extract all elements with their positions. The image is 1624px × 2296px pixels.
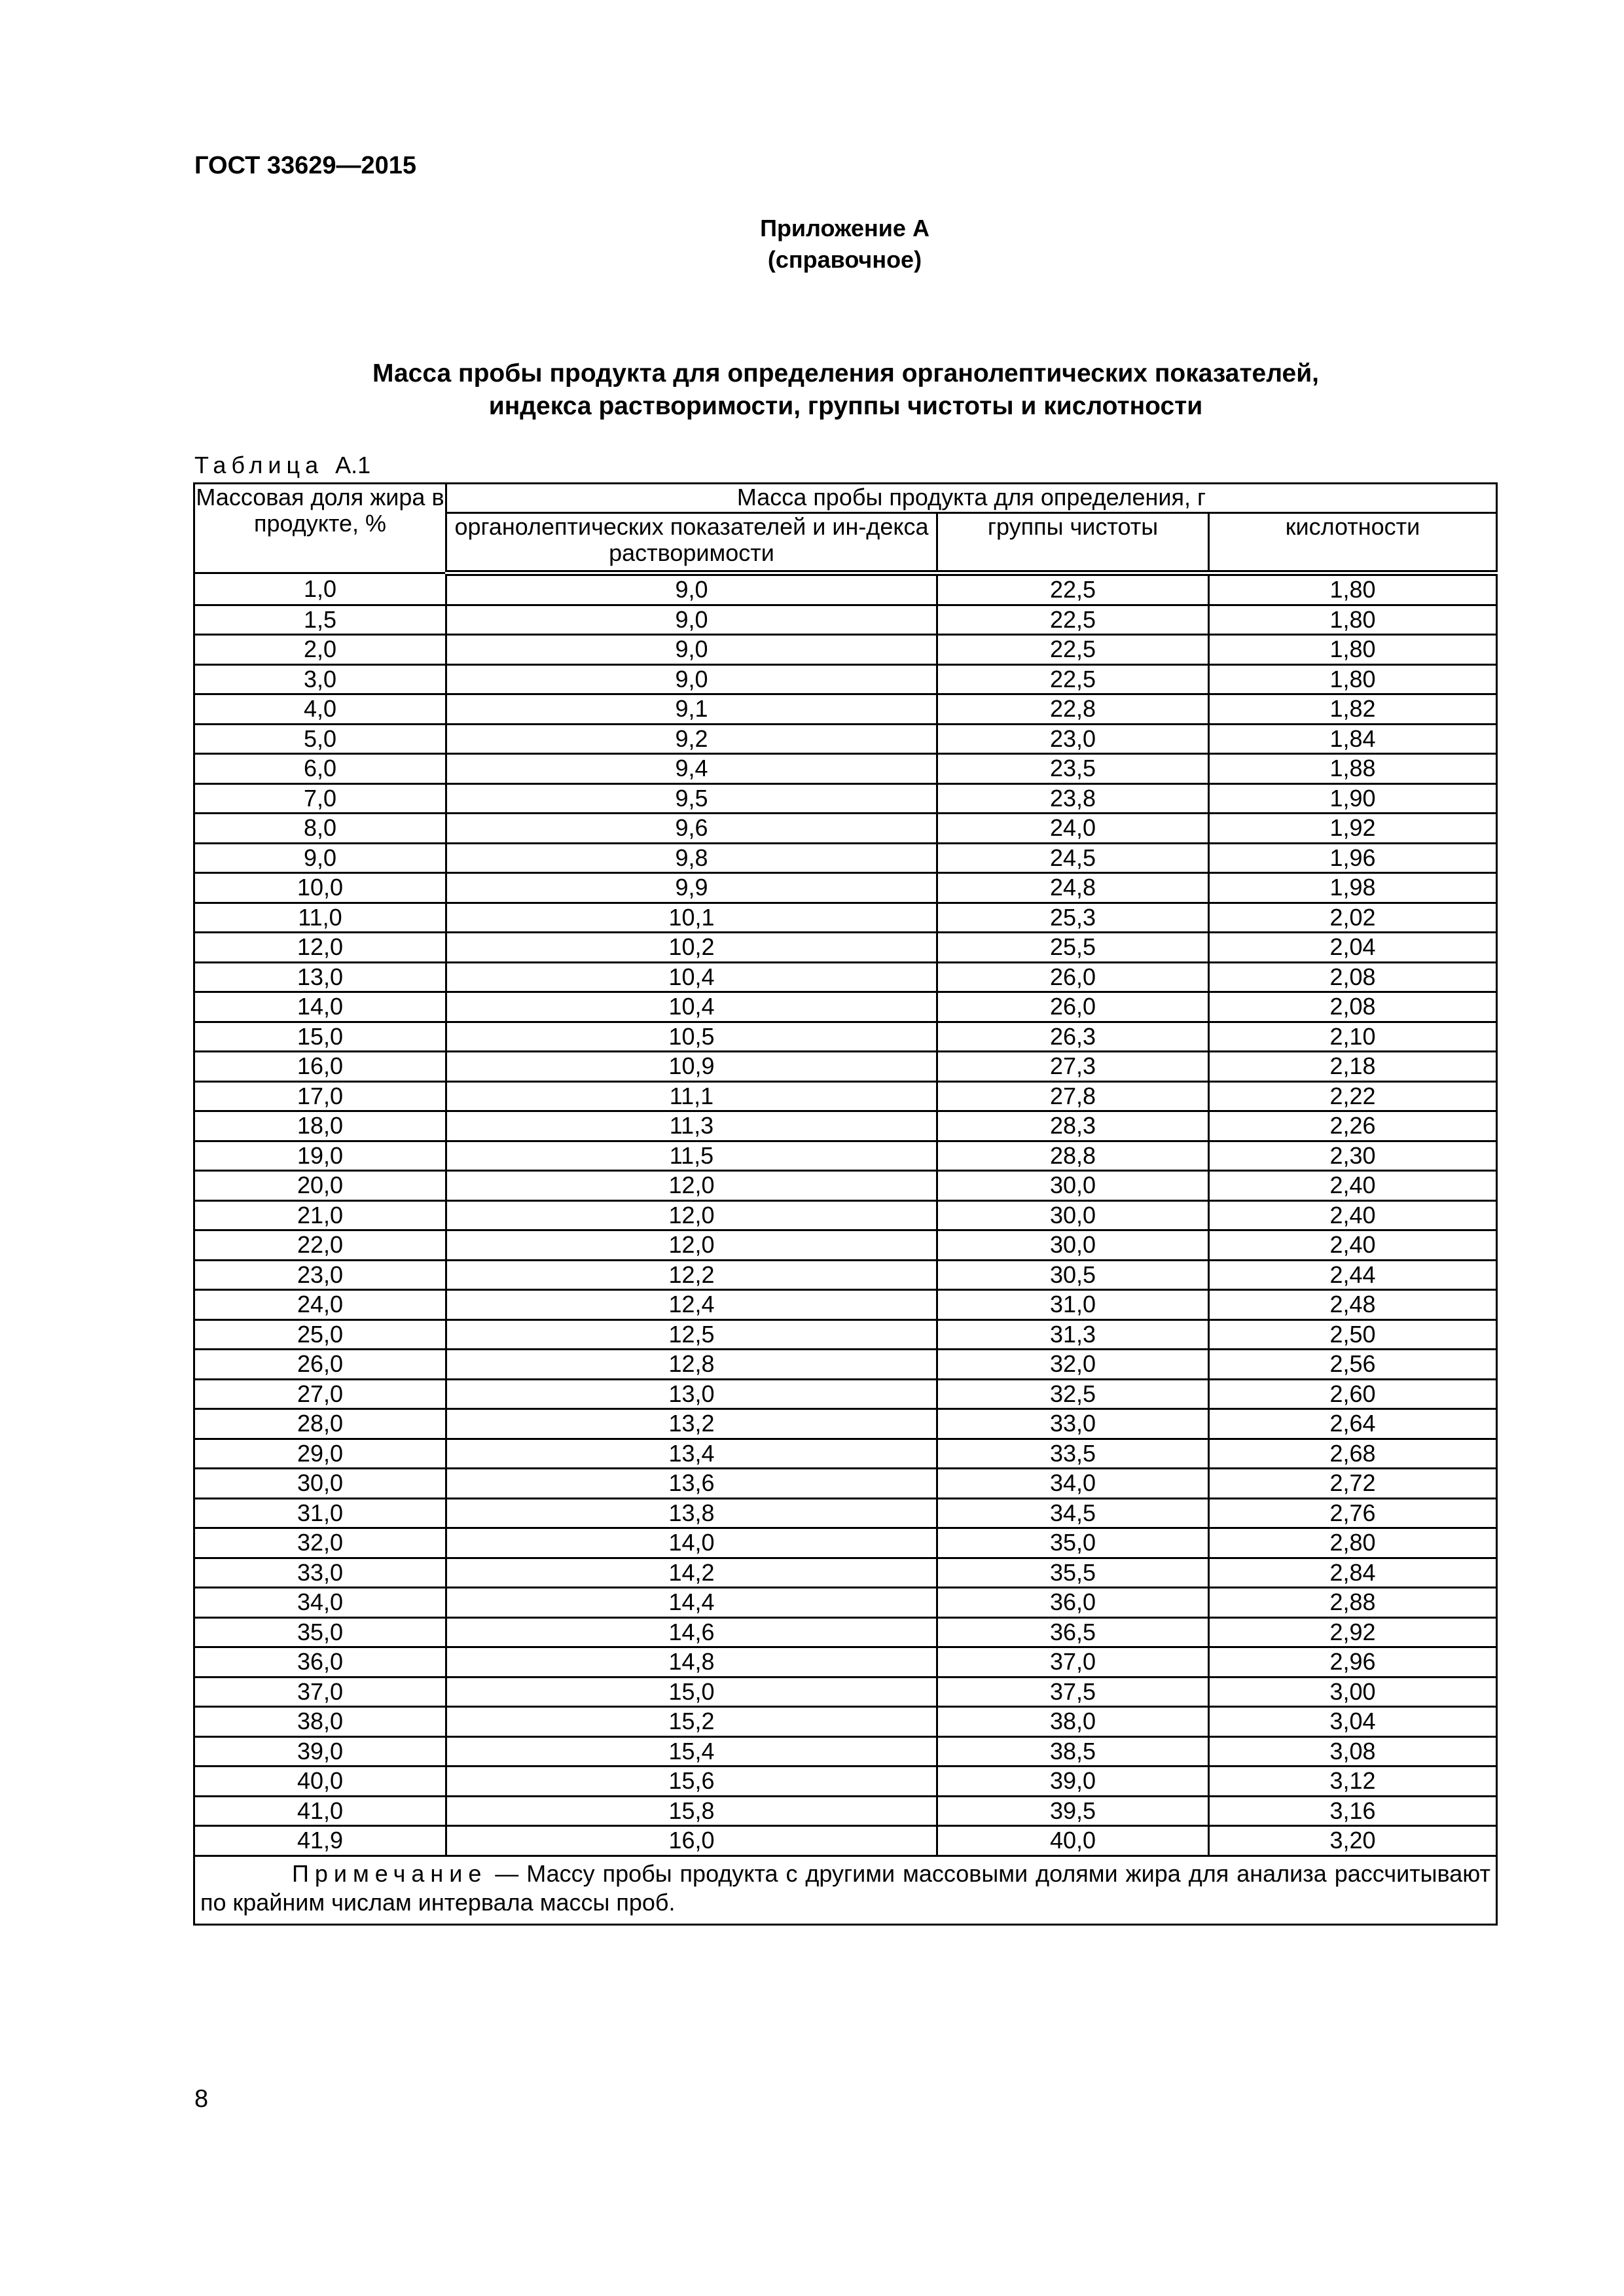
cell-organoleptic: 15,4 — [446, 1736, 937, 1767]
cell-acidity: 2,48 — [1209, 1290, 1497, 1320]
table-row — [194, 1022, 1497, 1052]
cell-fat-fraction: 2,0 — [194, 635, 446, 665]
header-organoleptic: органолептических показателей и ин-декса растворимости — [446, 513, 937, 573]
header-sample-mass-group: Масса пробы продукта для определения, г — [446, 484, 1497, 513]
table-row — [194, 1141, 1497, 1171]
table-row — [194, 1379, 1497, 1409]
cell-organoleptic: 9,0 — [446, 605, 937, 635]
cell-fat-fraction: 17,0 — [194, 1081, 446, 1111]
cell-organoleptic: 9,2 — [446, 724, 937, 754]
cell-organoleptic: 9,0 — [446, 664, 937, 694]
cell-acidity: 1,82 — [1209, 694, 1497, 725]
cell-acidity: 2,76 — [1209, 1498, 1497, 1528]
cell-fat-fraction: 28,0 — [194, 1409, 446, 1439]
cell-organoleptic: 11,5 — [446, 1141, 937, 1171]
table-row — [194, 605, 1497, 635]
cell-fat-fraction: 3,0 — [194, 664, 446, 694]
cell-fat-fraction: 9,0 — [194, 843, 446, 873]
cell-purity-group: 23,5 — [937, 754, 1209, 784]
cell-acidity: 2,08 — [1209, 962, 1497, 992]
cell-organoleptic: 12,4 — [446, 1290, 937, 1320]
cell-acidity: 2,64 — [1209, 1409, 1497, 1439]
cell-purity-group: 30,5 — [937, 1260, 1209, 1290]
cell-organoleptic: 9,0 — [446, 573, 937, 605]
table-row — [194, 1826, 1497, 1856]
cell-acidity: 2,50 — [1209, 1319, 1497, 1350]
cell-purity-group: 30,0 — [937, 1230, 1209, 1261]
cell-fat-fraction: 15,0 — [194, 1022, 446, 1052]
cell-acidity: 2,04 — [1209, 933, 1497, 963]
cell-acidity: 3,12 — [1209, 1767, 1497, 1797]
table-row — [194, 903, 1497, 933]
cell-organoleptic: 10,1 — [446, 903, 937, 933]
cell-purity-group: 22,5 — [937, 664, 1209, 694]
cell-acidity: 2,96 — [1209, 1647, 1497, 1677]
page-number: 8 — [194, 2085, 209, 2113]
cell-fat-fraction: 34,0 — [194, 1588, 446, 1618]
cell-organoleptic: 13,0 — [446, 1379, 937, 1409]
table-row — [194, 635, 1497, 665]
cell-acidity: 1,92 — [1209, 814, 1497, 844]
cell-organoleptic: 14,6 — [446, 1617, 937, 1647]
cell-purity-group: 38,5 — [937, 1736, 1209, 1767]
cell-purity-group: 30,0 — [937, 1171, 1209, 1201]
cell-acidity: 2,40 — [1209, 1171, 1497, 1201]
cell-acidity: 2,72 — [1209, 1469, 1497, 1499]
cell-acidity: 2,44 — [1209, 1260, 1497, 1290]
cell-fat-fraction: 18,0 — [194, 1111, 446, 1141]
table-row — [194, 843, 1497, 873]
cell-fat-fraction: 32,0 — [194, 1528, 446, 1558]
cell-purity-group: 39,0 — [937, 1767, 1209, 1797]
table-row — [194, 992, 1497, 1022]
table-row — [194, 1200, 1497, 1230]
cell-fat-fraction: 27,0 — [194, 1379, 446, 1409]
appendix-title: Приложение А — [760, 215, 929, 242]
cell-fat-fraction: 25,0 — [194, 1319, 446, 1350]
cell-purity-group: 39,5 — [937, 1796, 1209, 1826]
cell-purity-group: 23,0 — [937, 724, 1209, 754]
table-row — [194, 694, 1497, 725]
cell-fat-fraction: 33,0 — [194, 1558, 446, 1588]
cell-organoleptic: 15,2 — [446, 1707, 937, 1737]
table-row — [194, 962, 1497, 992]
header-purity-group: группы чистоты — [937, 513, 1209, 573]
cell-purity-group: 24,5 — [937, 843, 1209, 873]
cell-acidity: 1,80 — [1209, 573, 1497, 605]
cell-purity-group: 24,0 — [937, 814, 1209, 844]
cell-organoleptic: 9,8 — [446, 843, 937, 873]
table-row — [194, 573, 1497, 605]
cell-purity-group: 26,0 — [937, 992, 1209, 1022]
cell-acidity: 3,04 — [1209, 1707, 1497, 1737]
cell-fat-fraction: 1,5 — [194, 605, 446, 635]
note-text: — Массу пробы продукта с другими массовыми долями жира для анализа рассчитывают по крайним числам интервала массы проб. — [200, 1859, 1490, 1916]
cell-acidity: 2,02 — [1209, 903, 1497, 933]
cell-purity-group: 40,0 — [937, 1826, 1209, 1856]
table-row — [194, 1171, 1497, 1201]
cell-purity-group: 34,0 — [937, 1469, 1209, 1499]
cell-organoleptic: 12,8 — [446, 1350, 937, 1380]
cell-fat-fraction: 1,0 — [194, 573, 446, 605]
cell-organoleptic: 9,9 — [446, 873, 937, 903]
cell-purity-group: 24,8 — [937, 873, 1209, 903]
cell-purity-group: 22,8 — [937, 694, 1209, 725]
table-row — [194, 664, 1497, 694]
cell-fat-fraction: 6,0 — [194, 754, 446, 784]
cell-organoleptic: 10,2 — [446, 933, 937, 963]
cell-purity-group: 32,0 — [937, 1350, 1209, 1380]
cell-organoleptic: 12,0 — [446, 1230, 937, 1261]
cell-fat-fraction: 13,0 — [194, 962, 446, 992]
cell-acidity: 2,40 — [1209, 1200, 1497, 1230]
table-row — [194, 1647, 1497, 1677]
cell-fat-fraction: 40,0 — [194, 1767, 446, 1797]
cell-fat-fraction: 7,0 — [194, 783, 446, 814]
table-row — [194, 1736, 1497, 1767]
cell-purity-group: 37,0 — [937, 1647, 1209, 1677]
cell-purity-group: 25,5 — [937, 933, 1209, 963]
cell-purity-group: 22,5 — [937, 605, 1209, 635]
cell-organoleptic: 15,0 — [446, 1677, 937, 1707]
cell-purity-group: 37,5 — [937, 1677, 1209, 1707]
cell-fat-fraction: 11,0 — [194, 903, 446, 933]
table-row — [194, 1319, 1497, 1350]
cell-acidity: 2,60 — [1209, 1379, 1497, 1409]
cell-acidity: 2,80 — [1209, 1528, 1497, 1558]
cell-fat-fraction: 37,0 — [194, 1677, 446, 1707]
header-acidity: кислотности — [1209, 513, 1497, 573]
cell-fat-fraction: 41,9 — [194, 1826, 446, 1856]
document-title-line-1: Масса пробы продукта для определения органолептических показателей, — [372, 359, 1320, 387]
cell-fat-fraction: 5,0 — [194, 724, 446, 754]
cell-fat-fraction: 21,0 — [194, 1200, 446, 1230]
cell-purity-group: 30,0 — [937, 1200, 1209, 1230]
cell-organoleptic: 14,0 — [446, 1528, 937, 1558]
cell-organoleptic: 12,0 — [446, 1171, 937, 1201]
cell-organoleptic: 13,4 — [446, 1439, 937, 1469]
cell-acidity: 3,20 — [1209, 1826, 1497, 1856]
cell-organoleptic: 12,2 — [446, 1260, 937, 1290]
cell-organoleptic: 9,6 — [446, 814, 937, 844]
table-row — [194, 1350, 1497, 1380]
table-row — [194, 1707, 1497, 1737]
table-caption-word: Таблица — [194, 452, 324, 478]
cell-purity-group: 25,3 — [937, 903, 1209, 933]
table-row — [194, 1469, 1497, 1499]
cell-acidity: 1,80 — [1209, 635, 1497, 665]
table-row — [194, 1767, 1497, 1797]
table-row — [194, 1290, 1497, 1320]
cell-fat-fraction: 41,0 — [194, 1796, 446, 1826]
table-row — [194, 1796, 1497, 1826]
table-row — [194, 814, 1497, 844]
cell-organoleptic: 14,8 — [446, 1647, 937, 1677]
cell-fat-fraction: 16,0 — [194, 1052, 446, 1082]
table-row — [194, 1439, 1497, 1469]
cell-fat-fraction: 23,0 — [194, 1260, 446, 1290]
table-row — [194, 1588, 1497, 1618]
cell-purity-group: 31,0 — [937, 1290, 1209, 1320]
cell-acidity: 1,96 — [1209, 843, 1497, 873]
cell-purity-group: 36,0 — [937, 1588, 1209, 1618]
table-row — [194, 1081, 1497, 1111]
standard-number: ГОСТ 33629—2015 — [194, 152, 417, 179]
cell-acidity: 3,00 — [1209, 1677, 1497, 1707]
cell-fat-fraction: 14,0 — [194, 992, 446, 1022]
cell-purity-group: 33,0 — [937, 1409, 1209, 1439]
table-row — [194, 1558, 1497, 1588]
table-row — [194, 1617, 1497, 1647]
cell-purity-group: 38,0 — [937, 1707, 1209, 1737]
cell-fat-fraction: 20,0 — [194, 1171, 446, 1201]
cell-purity-group: 32,5 — [937, 1379, 1209, 1409]
cell-organoleptic: 13,6 — [446, 1469, 937, 1499]
cell-organoleptic: 14,4 — [446, 1588, 937, 1618]
cell-acidity: 2,68 — [1209, 1439, 1497, 1469]
cell-acidity: 2,88 — [1209, 1588, 1497, 1618]
cell-purity-group: 27,8 — [937, 1081, 1209, 1111]
cell-organoleptic: 16,0 — [446, 1826, 937, 1856]
cell-acidity: 2,92 — [1209, 1617, 1497, 1647]
cell-fat-fraction: 24,0 — [194, 1290, 446, 1320]
cell-fat-fraction: 10,0 — [194, 873, 446, 903]
table-row — [194, 1111, 1497, 1141]
header-fat-fraction: Массовая доля жира в продукте, % — [194, 484, 446, 573]
cell-fat-fraction: 31,0 — [194, 1498, 446, 1528]
cell-organoleptic: 12,0 — [446, 1200, 937, 1230]
cell-acidity: 2,08 — [1209, 992, 1497, 1022]
cell-organoleptic: 14,2 — [446, 1558, 937, 1588]
cell-organoleptic: 9,5 — [446, 783, 937, 814]
cell-acidity: 1,90 — [1209, 783, 1497, 814]
cell-organoleptic: 13,2 — [446, 1409, 937, 1439]
table-row — [194, 1528, 1497, 1558]
cell-fat-fraction: 19,0 — [194, 1141, 446, 1171]
cell-purity-group: 26,3 — [937, 1022, 1209, 1052]
cell-acidity: 3,08 — [1209, 1736, 1497, 1767]
table-caption-number: А.1 — [335, 452, 371, 478]
table-row — [194, 873, 1497, 903]
cell-acidity: 2,22 — [1209, 1081, 1497, 1111]
cell-purity-group: 36,5 — [937, 1617, 1209, 1647]
cell-purity-group: 35,0 — [937, 1528, 1209, 1558]
cell-fat-fraction: 8,0 — [194, 814, 446, 844]
cell-acidity: 1,84 — [1209, 724, 1497, 754]
cell-acidity: 2,10 — [1209, 1022, 1497, 1052]
cell-acidity: 2,56 — [1209, 1350, 1497, 1380]
cell-purity-group: 27,3 — [937, 1052, 1209, 1082]
cell-purity-group: 34,5 — [937, 1498, 1209, 1528]
cell-fat-fraction: 26,0 — [194, 1350, 446, 1380]
table-row — [194, 783, 1497, 814]
cell-fat-fraction: 39,0 — [194, 1736, 446, 1767]
cell-organoleptic: 9,1 — [446, 694, 937, 725]
cell-organoleptic: 13,8 — [446, 1498, 937, 1528]
appendix-kind: (справочное) — [767, 246, 922, 273]
cell-fat-fraction: 35,0 — [194, 1617, 446, 1647]
cell-organoleptic: 10,4 — [446, 962, 937, 992]
note-label: Примечание — [292, 1859, 488, 1887]
cell-acidity: 2,18 — [1209, 1052, 1497, 1082]
table-row — [194, 754, 1497, 784]
table-row — [194, 1052, 1497, 1082]
cell-purity-group: 35,5 — [937, 1558, 1209, 1588]
cell-acidity: 1,80 — [1209, 664, 1497, 694]
cell-organoleptic: 10,4 — [446, 992, 937, 1022]
table-row — [194, 1409, 1497, 1439]
table-row — [194, 933, 1497, 963]
cell-purity-group: 23,8 — [937, 783, 1209, 814]
cell-organoleptic: 15,6 — [446, 1767, 937, 1797]
cell-acidity: 1,80 — [1209, 605, 1497, 635]
table-row — [194, 724, 1497, 754]
cell-purity-group: 31,3 — [937, 1319, 1209, 1350]
cell-organoleptic: 15,8 — [446, 1796, 937, 1826]
table-row — [194, 1498, 1497, 1528]
cell-fat-fraction: 36,0 — [194, 1647, 446, 1677]
cell-acidity: 2,30 — [1209, 1141, 1497, 1171]
table-row — [194, 1260, 1497, 1290]
cell-purity-group: 26,0 — [937, 962, 1209, 992]
document-title-line-2: индекса растворимости, группы чистоты и кислотности — [488, 392, 1203, 420]
cell-organoleptic: 9,0 — [446, 635, 937, 665]
cell-fat-fraction: 12,0 — [194, 933, 446, 963]
cell-fat-fraction: 4,0 — [194, 694, 446, 725]
cell-purity-group: 22,5 — [937, 573, 1209, 605]
cell-fat-fraction: 38,0 — [194, 1707, 446, 1737]
cell-acidity: 2,26 — [1209, 1111, 1497, 1141]
cell-organoleptic: 10,9 — [446, 1052, 937, 1082]
cell-fat-fraction: 29,0 — [194, 1439, 446, 1469]
cell-fat-fraction: 22,0 — [194, 1230, 446, 1261]
table-body — [194, 573, 1497, 1856]
cell-acidity: 1,98 — [1209, 873, 1497, 903]
cell-acidity: 3,16 — [1209, 1796, 1497, 1826]
cell-acidity: 2,84 — [1209, 1558, 1497, 1588]
table-note — [194, 1856, 1497, 1924]
cell-organoleptic: 10,5 — [446, 1022, 937, 1052]
cell-fat-fraction: 30,0 — [194, 1469, 446, 1499]
cell-acidity: 1,88 — [1209, 754, 1497, 784]
cell-purity-group: 28,3 — [937, 1111, 1209, 1141]
cell-purity-group: 33,5 — [937, 1439, 1209, 1469]
table-caption — [194, 452, 370, 479]
cell-organoleptic: 12,5 — [446, 1319, 937, 1350]
cell-organoleptic: 9,4 — [446, 754, 937, 784]
sample-mass-table — [193, 482, 1498, 1926]
cell-organoleptic: 11,3 — [446, 1111, 937, 1141]
cell-acidity: 2,40 — [1209, 1230, 1497, 1261]
table-row — [194, 1230, 1497, 1261]
cell-organoleptic: 11,1 — [446, 1081, 937, 1111]
table-row — [194, 1677, 1497, 1707]
cell-purity-group: 22,5 — [937, 635, 1209, 665]
cell-purity-group: 28,8 — [937, 1141, 1209, 1171]
